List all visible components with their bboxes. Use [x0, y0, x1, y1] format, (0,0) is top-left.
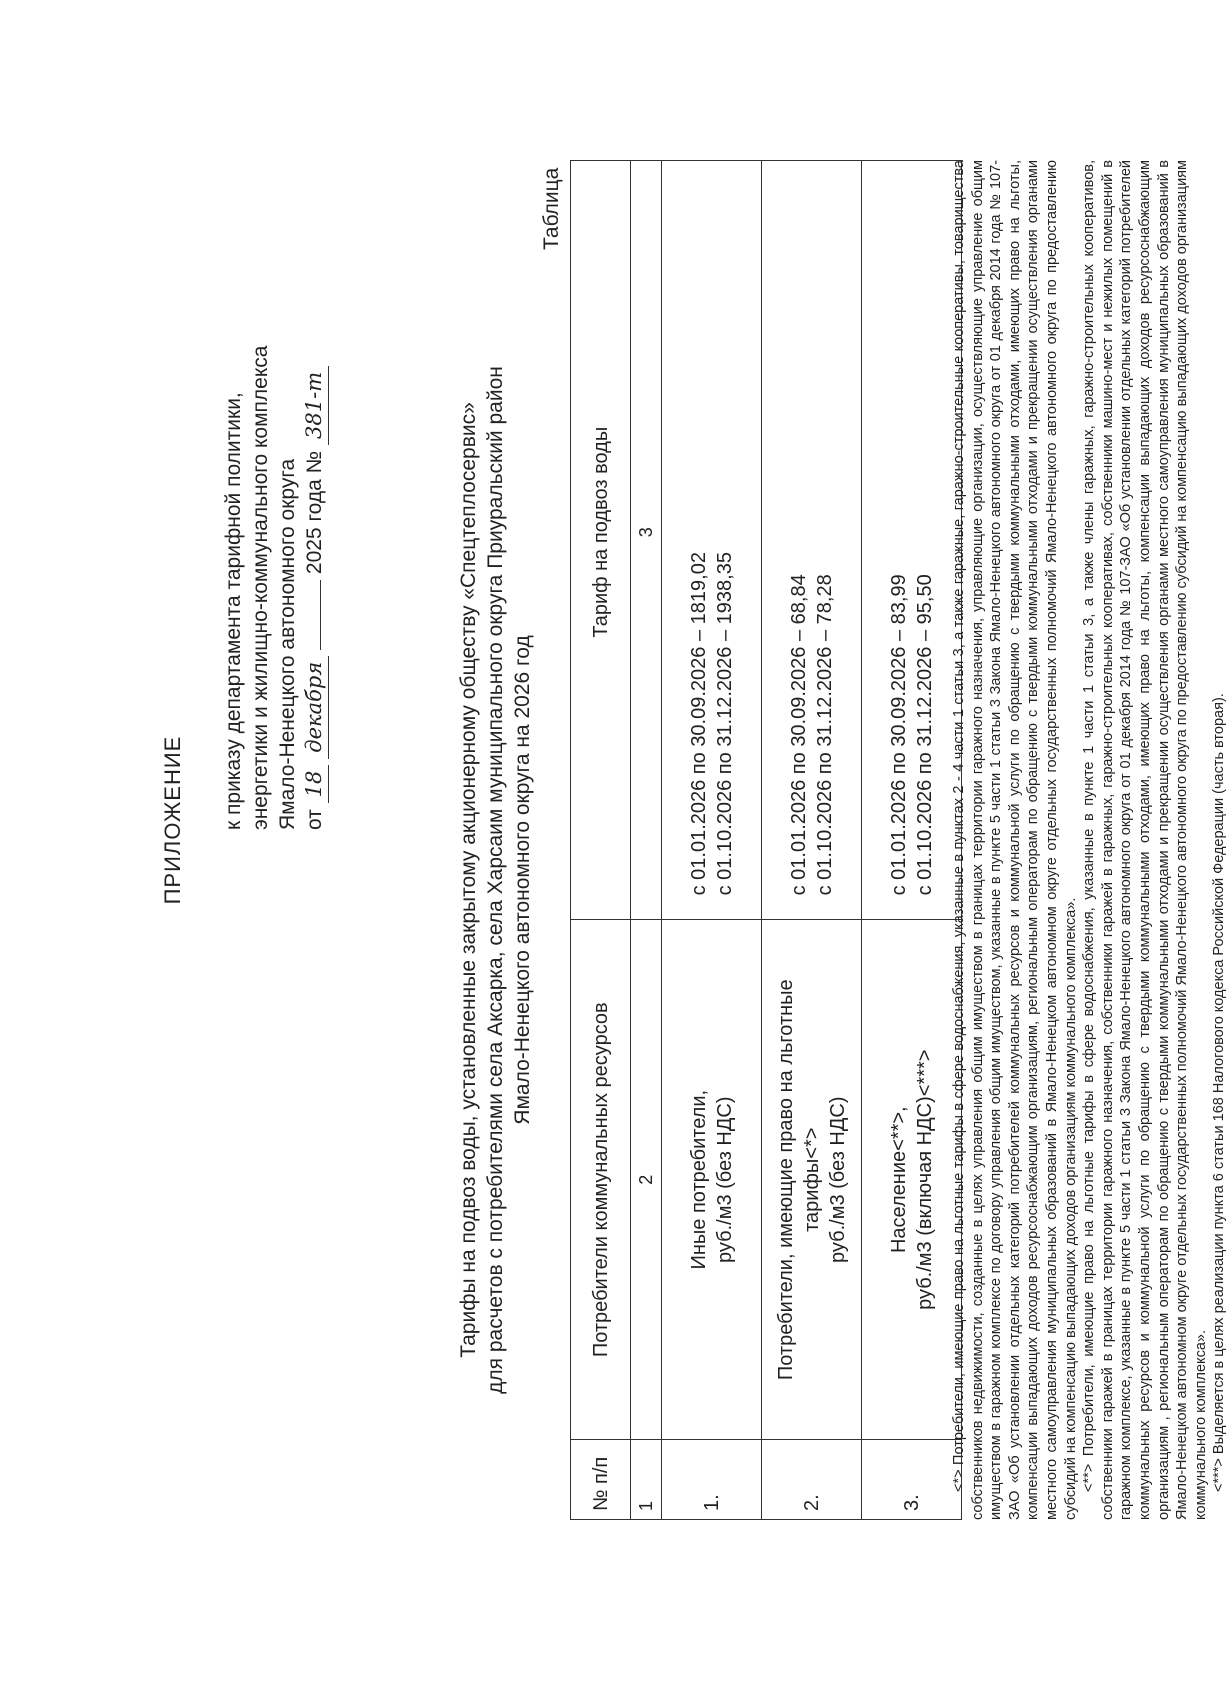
- table-header-row: [571, 161, 631, 1520]
- table-label: Таблица: [540, 167, 563, 250]
- document-title: [455, 330, 536, 1430]
- consumer-line-1: Иные потребители,: [687, 1089, 710, 1270]
- order-month: декабря: [301, 656, 329, 759]
- footnote-3: <***> Выделяется в целях реализации пункта 6 статьи 168 Налогового кодекса Российской Федерации (часть вторая).: [1211, 693, 1228, 1492]
- row-tariff: [762, 161, 862, 920]
- order-line-1: к приказу департамента тарифной политики,: [222, 392, 245, 830]
- order-line-2: энергетики и жилищно-коммунального комплекса: [249, 345, 272, 830]
- tariff-table: [570, 160, 962, 1520]
- title-line-2: для расчетов с потребителями села Аксарка, села Харсаим муниципального округа Приуральский район: [484, 366, 507, 1394]
- consumer-line-2: руб./м3 (без НДС): [826, 1096, 849, 1263]
- header-tariff: Тариф на подвоз воды: [571, 161, 631, 920]
- order-reference: [220, 190, 329, 830]
- tariff-line-2: с 01.10.2026 по 31.12.2026 – 95,50: [913, 574, 936, 896]
- header-num: № п/п: [571, 1440, 631, 1520]
- table-row: [762, 161, 862, 1520]
- order-date-line: [301, 190, 329, 830]
- row-num: 1.: [662, 1440, 762, 1520]
- consumer-line-1: Население<**>,: [887, 1106, 910, 1254]
- table-row: [662, 161, 762, 1520]
- footnote-1: <*> Потребители, имеющие право на льготные тарифы в сфере водоснабжения, указанные в пунктах 2 - 4 части 1 статьи 3, а также гаражные, гаражно-строительные кооперативы, товарищества собственников недвижимости, созданные в целях управления общим имуществом в границах территории гаражного назначения, управляющие организации, осуществляющие управление общим имуществом в гаражном комплексе по договору управления общим имуществом, указанные в пункте 5 части 1 статьи 3 Закона Ямало-Ненецкого автономного округа от 01 декабря 2014 года № 107-ЗАО «Об установлении отдельных категорий потребителей коммунальных ресурсов и коммунальной услуги по обращению с твердыми коммунальными отходами, имеющих право на льготы, компенсации выпадающих доходов ресурсоснабжающим организациям, региональным операторам по обращению с твердыми коммунальными отходами и прекращении осуществления органами местного самоуправления муниципальных образований в Ямало-Ненецком автономном округе отдельных государственных полномочий Ямало-Ненецкого автономного округа по предоставлению субсидий на компенсацию выпадающих доходов организациям коммунального комплекса».: [951, 160, 1079, 1520]
- tariff-line-1: с 01.01.2026 по 30.09.2026 – 83,99: [887, 574, 910, 896]
- row-consumer: [862, 920, 962, 1440]
- tariff-line-2: с 01.10.2026 по 31.12.2026 – 1938,35: [713, 552, 736, 896]
- rotated-sheet: [100, 70, 1228, 1630]
- footnote-2: <**> Потребители, имеющие право на льготные тарифы в сфере водоснабжения, указанные в пункте 1 части 1 статьи 3, а также члены гаражных, гаражно-строительных кооперативов, собственники гаражей в границах территории гаражного назначения, собственники гаражей в гаражных, гаражно-строительных кооперативах, собственники машино-мест и нежилых помещений в гаражном комплексе, указанные в пункте 5 части 1 статьи 3 Закона Ямало-Ненецкого автономного округа от 01 декабря 2014 года № 107-ЗАО «Об установлении отдельных категорий потребителей коммунальных ресурсов и коммунальной услуги по обращению с твердыми коммунальными отходами, имеющих право на льготы, компенсации выпадающих доходов ресурсоснабжающим организациям , региональным операторам по обращению с твердыми коммунальными отходами и прекращении осуществления органами местного самоуправления муниципальных образований в Ямало-Ненецком автономном округе отдельных государственных полномочий Ямало-Ненецкого автономного округа по предоставлению субсидий на компенсацию выпадающих доходов организациям коммунального комплекса».: [1081, 160, 1209, 1520]
- appendix-label: ПРИЛОЖЕНИЕ: [160, 735, 185, 905]
- table-row: [862, 161, 962, 1520]
- row-num: 2.: [762, 1440, 862, 1520]
- column-number-row: [631, 161, 662, 1520]
- row-num: 3.: [862, 1440, 962, 1520]
- title-line-3: Ямало-Ненецкого автономного округа на 2026 год: [511, 635, 534, 1125]
- column-number: 3: [631, 161, 662, 920]
- row-tariff: [862, 161, 962, 920]
- order-number: 381-т: [301, 366, 329, 445]
- column-number: 2: [631, 920, 662, 1440]
- footnotes: [950, 160, 1229, 1520]
- header-consumers: Потребители коммунальных ресурсов: [571, 920, 631, 1440]
- order-from-label: от: [303, 809, 326, 830]
- row-consumer: [762, 920, 862, 1440]
- row-tariff: [662, 161, 762, 920]
- consumer-line-2: руб./м3 (включая НДС)<***>: [913, 1049, 936, 1310]
- order-line-3: Ямало-Ненецкого автономного округа: [276, 458, 299, 830]
- order-year-text: 2025 года №: [303, 450, 326, 575]
- title-line-1: Тарифы на подвоз воды, установленные закрытому акционерному обществу «Спецтеплосервис»: [457, 402, 480, 1358]
- order-blank: [320, 580, 321, 650]
- order-day: 18: [301, 765, 329, 804]
- row-consumer: [662, 920, 762, 1440]
- tariff-line-2: с 01.10.2026 по 31.12.2026 – 78,28: [813, 574, 836, 896]
- consumer-line-1: Потребители, имеющие право на льготные тарифы<*>: [774, 979, 823, 1381]
- column-number: 1: [631, 1440, 662, 1520]
- tariff-line-1: с 01.01.2026 по 30.09.2026 – 1819,02: [687, 552, 710, 896]
- tariff-line-1: с 01.01.2026 по 30.09.2026 – 68,84: [787, 574, 810, 896]
- consumer-line-2: руб./м3 (без НДС): [713, 1096, 736, 1263]
